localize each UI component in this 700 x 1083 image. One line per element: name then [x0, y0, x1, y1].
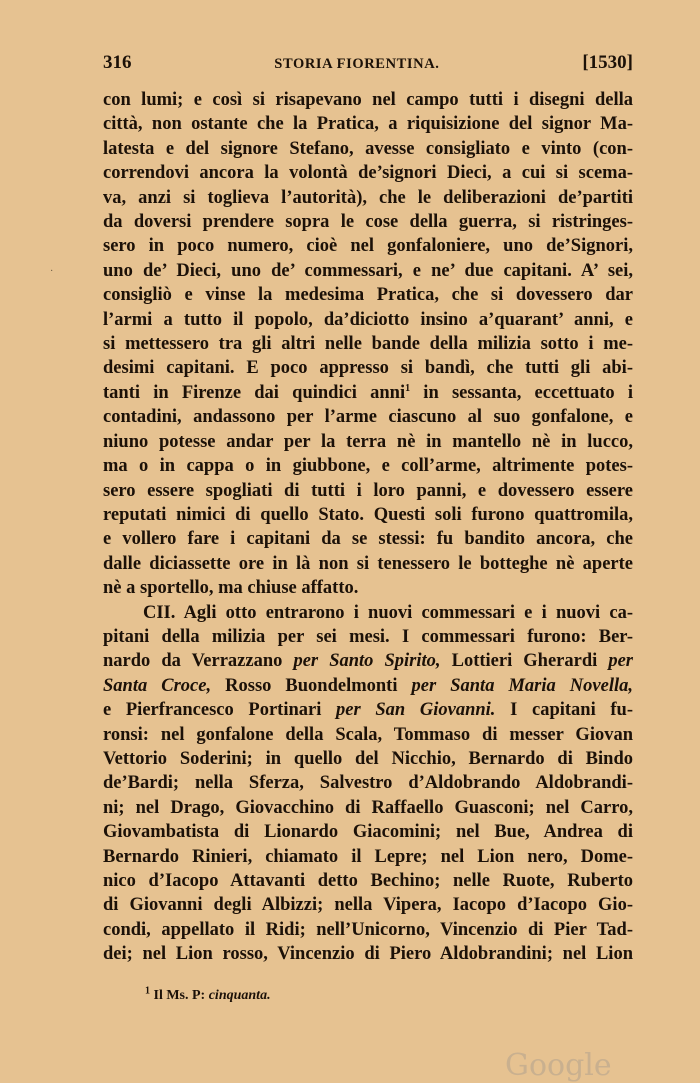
footnote-ref: 1	[405, 382, 411, 394]
watermark: Google	[505, 1048, 612, 1083]
footnote-mark: 1	[145, 985, 150, 997]
year-bracket: [1530]	[582, 52, 633, 73]
text-line: consigliò e vinse la medesima Pratica, che si dovessero dar	[103, 285, 633, 306]
text-line: reputati nimici di quello Stato. Questi soli furono quattromila,	[103, 504, 633, 525]
text-line: da doversi prendere sopra le cose della guerra, si ristringes-	[103, 212, 633, 233]
footnote-text: Il Ms. P:	[153, 988, 209, 1003]
text-line: CII. Agli otto entrarono i nuovi commessari e i nuovi ca-	[143, 602, 633, 623]
text-line	[103, 674, 633, 698]
italic-run: per	[608, 651, 634, 672]
text-run: in sessanta, eccettuato i	[410, 382, 633, 403]
text-line: Bernardo Rinieri, chiamato il Lepre; nel Lion nero, Dome-	[103, 846, 633, 867]
text-line: con lumi; e così si risapevano nel campo tutti i disegni della	[103, 90, 633, 110]
text-line	[103, 381, 633, 405]
text-run: Rosso Buondelmonti	[211, 675, 412, 696]
text-line: sero in poco numero, cioè nel gonfaloniere, uno de’Signori,	[103, 236, 633, 257]
footnote-italic: cinquanta.	[208, 988, 271, 1003]
text-line: dei; nel Lion rosso, Vincenzio di Piero Aldobrandini; nel Lion	[103, 944, 633, 965]
text-line: ni; nel Drago, Giovacchino di Raffaello Guasconi; nel Carro,	[103, 797, 633, 818]
text-line: va, anzi si toglieva l’autorità), che le deliberazioni de’partiti	[103, 187, 633, 208]
margin-mark: ·	[50, 266, 54, 277]
text-line: nè a sportello, ma chiuse affatto.	[103, 578, 359, 599]
italic-run: per San Giovanni.	[336, 700, 496, 721]
text-line: Giovambatista di Lionardo Giacomini; nel Bue, Andrea di	[103, 822, 633, 843]
page-number: 316	[103, 52, 132, 73]
text-line: si mettessero tra gli altri nelle bande della milizia sotto i me-	[103, 334, 633, 355]
text-line: latesta e del signore Stefano, avesse consigliato e vinto (con-	[103, 138, 633, 159]
text-line	[103, 698, 633, 722]
italic-run: per Santo Spirito,	[293, 651, 441, 672]
text-line: ma o in cappa o in giubbone, e coll’arme, altrimente potes-	[103, 456, 633, 477]
text-line: Vettorio Soderini; in quello del Nicchio, Bernardo di Bindo	[103, 748, 633, 769]
text-line: ronsi: nel gonfalone della Scala, Tommaso di messer Giovan	[103, 724, 633, 745]
text-run: Lottieri Gherardi	[440, 651, 609, 672]
text-line: città, non ostante che la Pratica, a riquisizione del signor Ma-	[103, 114, 633, 135]
text-line	[103, 649, 633, 673]
text-line: e vollero fare i capitani da se stessi: fu bandito ancora, che	[103, 529, 633, 550]
running-header	[103, 52, 633, 82]
text-line: de’Bardi; nella Sferza, Salvestro d’Aldobrando Aldobrandi-	[103, 773, 633, 794]
text-line: l’armi a tutto il popolo, da’diciotto insino a’quarant’ anni, e	[103, 309, 633, 330]
italic-run: Santa Croce,	[103, 675, 212, 696]
text-line: contadini, andassono per l’arme ciascuno al suo gonfalone, e	[103, 407, 633, 428]
text-line: desimi capitani. E poco appresso si bandì, che tutti gli abi-	[103, 358, 633, 379]
text-line: di Giovanni degli Albizzi; nella Vipera, Iacopo d’Iacopo Gio-	[103, 895, 633, 916]
book-page	[103, 52, 633, 967]
text-line: pitani della milizia per sei mesi. I commessari furono: Ber-	[103, 626, 633, 647]
text-run: e Pierfrancesco Portinari	[103, 700, 337, 721]
text-line: niuno potesse andar per la terra nè in mantello nè in lucco,	[103, 431, 633, 452]
text-line: sero essere spogliati di tutti i loro panni, e dovessero essere	[103, 480, 633, 501]
body-text	[103, 88, 633, 967]
text-line: uno de’ Dieci, uno de’ commessari, e ne’ due capitani. A’ sei,	[103, 260, 633, 281]
text-line: nico d’Iacopo Attavanti detto Bechino; nelle Ruote, Ruberto	[103, 871, 633, 891]
text-line: dalle diciassette ore in là non si tenessero le botteghe nè aperte	[103, 553, 633, 574]
footnote	[145, 985, 271, 1004]
text-line: correndovi ancora la volontà de’signori Dieci, a cui si scema-	[103, 163, 633, 184]
text-run: I capitani fu-	[495, 700, 633, 721]
text-run: tanti in Firenze dai quindici anni	[103, 382, 406, 403]
text-line: condi, appellato il Ridi; nell’Unicorno, Vincenzio di Pier Tad-	[103, 919, 633, 940]
running-title: STORIA FIORENTINA.	[274, 56, 440, 72]
italic-run: per Santa Maria Novella,	[411, 675, 633, 696]
text-run: nardo da Verrazzano	[103, 651, 294, 672]
